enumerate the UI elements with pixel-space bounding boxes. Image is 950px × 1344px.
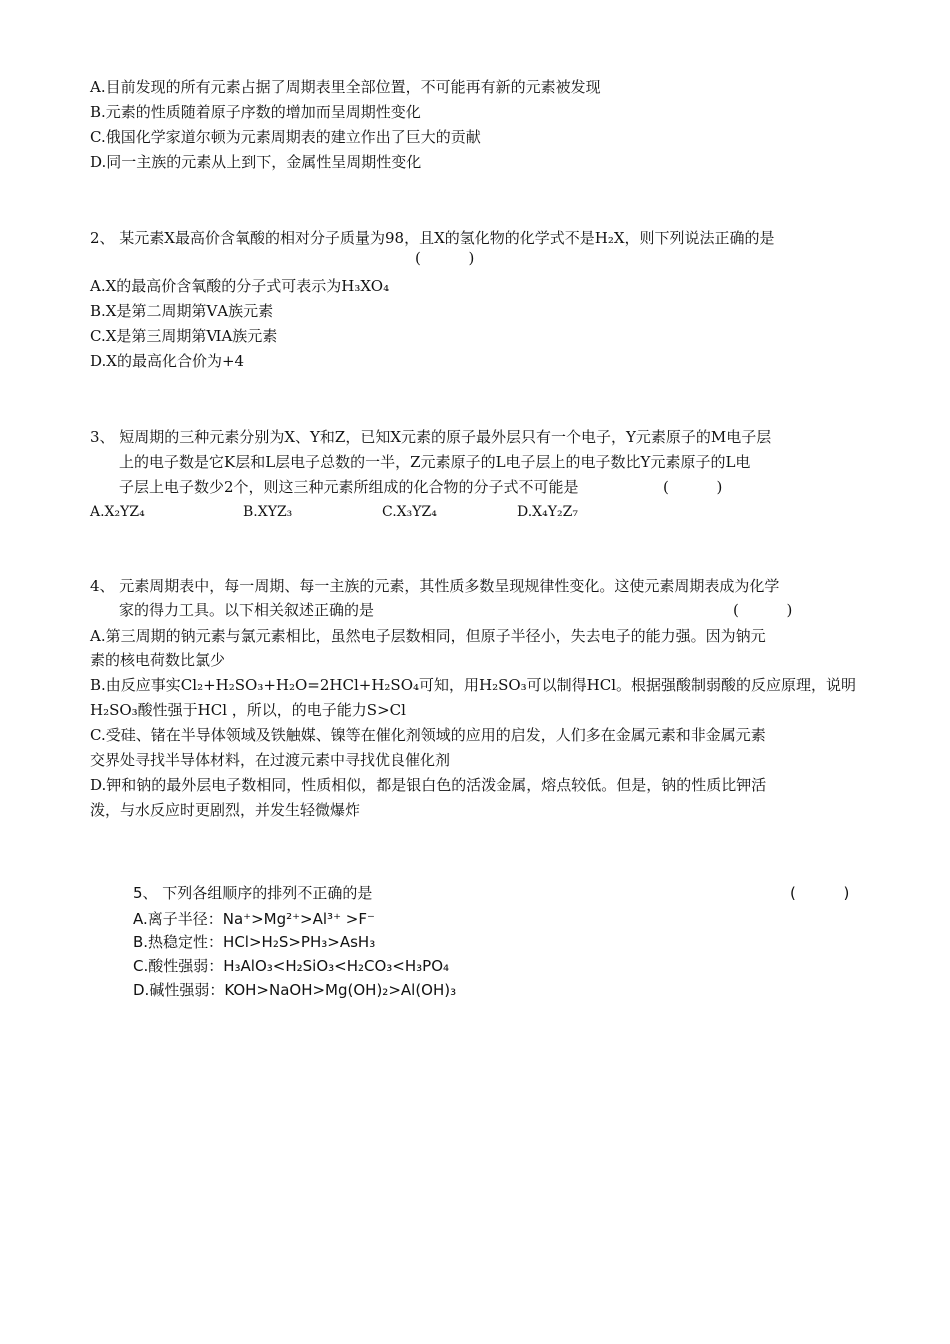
q3-stem-line-2: 上的电子数是它K层和L层电子总数的一半，Z元素原子的L电子层上的电子数比Y元素原子的L电 (119, 453, 751, 471)
q2-option-c: C.X是第三周期第ⅥA族元素 (90, 327, 278, 345)
q4-option-b-line-2: H₂SO₃酸性强于HCl ，所以，的电子能力S>Cl (90, 701, 406, 719)
q3-stem-line-1: 3、 短周期的三种元素分别为X、Y和Z，已知X元素的原子最外层只有一个电子，Y元素原子的M电子层 (90, 428, 772, 446)
q3-option-a: A.X₂YZ₄ (90, 504, 145, 520)
q5-answer-paren: ( ) (790, 884, 850, 902)
q5-option-a: A.离子半径：Na⁺>Mg²⁺>Al³⁺ >F⁻ (133, 910, 375, 928)
q3-answer-paren: ( ) (663, 478, 723, 496)
q1-option-c: C.俄国化学家道尔顿为元素周期表的建立作出了巨大的贡献 (90, 128, 481, 146)
q4-stem-line-1: 4、 元素周期表中，每一周期、每一主族的元素，其性质多数呈现规律性变化。这使元素周期表成为化学 (90, 577, 780, 595)
q4-stem-line-2: 家的得力工具。以下相关叙述正确的是 (119, 601, 375, 619)
q4-option-a-line-2: 素的核电荷数比氯少 (90, 651, 226, 669)
q4-option-b-line-1: B.由反应事实Cl₂+H₂SO₃+H₂O=2HCl+H₂SO₄可知，用H₂SO₃可以制得HCl。根据强酸制弱酸的反应原理，说明 (90, 676, 857, 694)
q2-option-d: D.X的最高化合价为+4 (90, 352, 245, 370)
q4-answer-paren: ( ) (733, 601, 793, 619)
q2-option-b: B.X是第二周期第ⅤA族元素 (90, 302, 274, 320)
q2-option-a: A.X的最高价含氧酸的分子式可表示为H₃XO₄ (90, 277, 390, 295)
q3-stem-line-3: 子层上电子数少2个，则这三种元素所组成的化合物的分子式不可能是 (119, 478, 579, 496)
q3-option-c: C.X₃YZ₄ (382, 504, 437, 520)
q4-option-d-line-2: 泼，与水反应时更剧烈，并发生轻微爆炸 (90, 801, 361, 819)
q4-option-c-line-2: 交界处寻找半导体材料，在过渡元素中寻找优良催化剂 (90, 751, 451, 769)
q2-answer-paren: ( ) (415, 249, 475, 267)
q5-stem: 5、 下列各组顺序的排列不正确的是 (133, 884, 373, 902)
q4-option-c-line-1: C.受硅、锗在半导体领域及铁触媒、镍等在催化剂领域的应用的启发，人们多在金属元素和非金属元素 (90, 726, 766, 744)
q5-option-d: D.碱性强弱：KOH>NaOH>Mg(OH)₂>Al(OH)₃ (133, 981, 457, 999)
q1-option-a: A.目前发现的所有元素占据了周期表里全部位置，不可能再有新的元素被发现 (90, 78, 601, 96)
q4-option-d-line-1: D.钾和钠的最外层电子数相同，性质相似，都是银白色的活泼金属，熔点较低。但是，钠的性质比钾活 (90, 776, 767, 794)
q5-option-b: B.热稳定性：HCl>H₂S>PH₃>AsH₃ (133, 933, 376, 951)
q1-option-b: B.元素的性质随着原子序数的增加而呈周期性变化 (90, 103, 421, 121)
q2-stem: 2、 某元素X最高价含氧酸的相对分子质量为98，且X的氢化物的化学式不是H₂X，则下列说法正确的是 (90, 229, 775, 247)
q4-option-a-line-1: A.第三周期的钠元素与氯元素相比，虽然电子层数相同，但原子半径小，失去电子的能力强。因为钠元 (90, 627, 766, 645)
q3-option-b: B.XYZ₃ (243, 504, 293, 520)
q5-option-c: C.酸性强弱：H₃AlO₃<H₂SiO₃<H₂CO₃<H₃PO₄ (133, 957, 450, 975)
q1-option-d: D.同一主族的元素从上到下，金属性呈周期性变化 (90, 153, 422, 171)
q3-option-d: D.X₄Y₂Z₇ (517, 504, 578, 520)
